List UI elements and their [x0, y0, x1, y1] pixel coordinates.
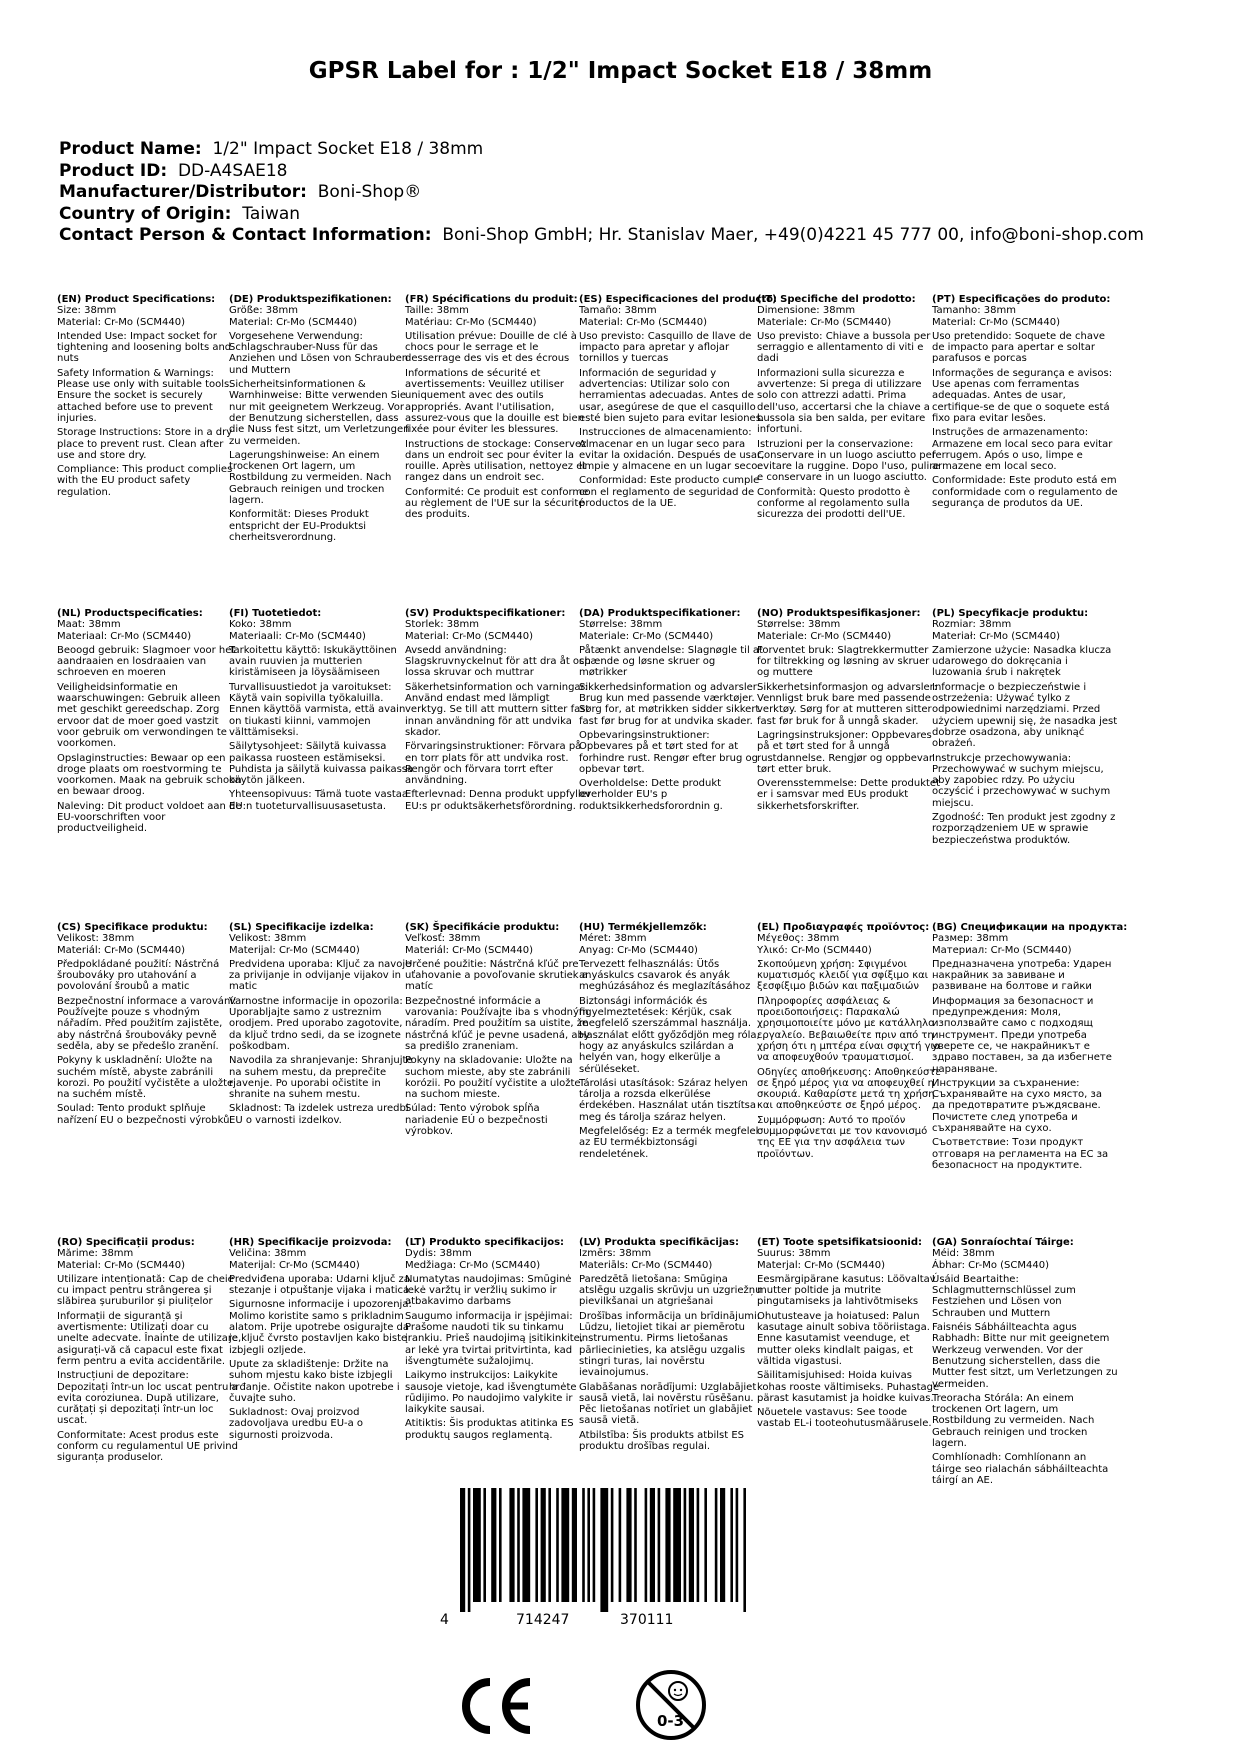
spec-heading: (HU) Termékjellemzők:: [579, 922, 707, 933]
page-title: GPSR Label for : 1/2" Impact Socket E18 / 38mm: [308, 58, 933, 84]
not-for-children-icon: [634, 1668, 708, 1742]
spec-line: Ohutusteave ja hoiatused: Palun kasutage ainult sobiva tööriistaga. Enne kasutamist veenduge, et mutter oleks kindlalt paigas, et vältida vigastusi.: [757, 1310, 930, 1367]
spec-line: Material: Cr-Mo (SCM440): [579, 316, 708, 328]
spec-line: Conformità: Questo prodotto è conforme al regolamento sulla sicurezza dei prodotti dell'UE.: [757, 486, 911, 521]
barcode: [440, 1480, 770, 1640]
spec-grid: [57, 294, 1239, 1514]
spec-heading: (EL) Προδιαγραφές προϊόντος:: [757, 922, 930, 933]
spec-block: [229, 1237, 415, 1441]
spec-line: Yhteensopivuus: Tämä tuote vastaa EU:n tuoteturvallisuusasetusta.: [229, 789, 408, 812]
spec-line: Lagerungshinweise: An einem trockenen Ort lagern, um Rostbildung zu vermeiden. Nach Gebrauch reinigen und trocken lagern.: [229, 449, 392, 507]
barcode-bar: [587, 1488, 590, 1602]
spec-line: Material: Cr-Mo (SCM440): [57, 1259, 186, 1271]
spec-block: [57, 608, 243, 835]
spec-line: Overholdelse: Dette produkt overholder EU's p roduktsikkerhedsforordnin g.: [579, 778, 723, 812]
spec-line: Förvaringsinstruktioner: Förvara på en torr plats för att undvika rost. Rengör och förvara torrt efter användning.: [405, 741, 582, 787]
barcode-bar: [697, 1488, 700, 1602]
spec-line: Velikost: 38mm: [57, 933, 135, 945]
spec-line: Soulad: Tento produkt splňuje nařízení EU o bezpečnosti výrobků.: [57, 1103, 233, 1126]
spec-line: Materiale: Cr-Mo (SCM440): [757, 316, 892, 328]
spec-line: Faisnéis Sábháilteachta agus Rabhadh: Bitte nur mit geeignetem Werkzeug verwenden. Vor der Benutzung sicherstellen, dass die Mutter fest sitzt, um Verletzungen zu vermeiden.: [932, 1322, 1118, 1390]
spec-line: Uso pretendido: Soquete de chave de impacto para apertar e soltar parafusos e porcas: [932, 330, 1106, 365]
spec-line: Zgodność: Ten produkt jest zgodny z rozporządzeniem UE w sprawie bezpieczeństwa produktów.: [932, 812, 1116, 846]
spec-heading: (ET) Toote spetsifikatsioonid:: [757, 1237, 923, 1248]
barcode-bar: [704, 1488, 707, 1602]
info-value: DD-A4SAE18: [177, 160, 288, 181]
spec-heading: (BG) Спецификации на продукта:: [932, 922, 1128, 933]
spec-line: Naleving: Dit product voldoet aan de EU-voorschriften voor productveiligheid.: [57, 800, 242, 835]
info-value: Boni-Shop®: [317, 182, 422, 203]
product-info: [59, 139, 1144, 247]
info-value: Boni-Shop GmbH; Hr. Stanislav Maer, +49(0)4221 45 777 00, info@boni-shop.com: [442, 225, 1144, 246]
spec-line: Size: 38mm: [57, 305, 117, 317]
barcode-bar: [582, 1488, 585, 1602]
spec-line: Pokyny na skladovanie: Uložte na suchom mieste, aby ste zabránili korózii. Po použití vyčistite a uložte na suchom mieste.: [405, 1055, 581, 1101]
spec-line: Conformité: Ce produit est conforme au règlement de l'UE sur la sécurité des produits.: [405, 486, 589, 521]
spec-line: Eesmärgipärane kasutus: Löövaltav mutter poltide ja mutrite pingutamiseks ja lahtivõtmiseks: [757, 1273, 936, 1308]
barcode-bar: [483, 1488, 486, 1602]
spec-heading: (NL) Productspecificaties:: [57, 608, 203, 619]
spec-line: Tamaño: 38mm: [579, 305, 657, 317]
spec-line: Größe: 38mm: [229, 305, 298, 317]
barcode-bar: [626, 1488, 631, 1602]
spec-line: Glabāšanas norādījumi: Uzglabājiet sausā vietā, lai novērstu rūsēšanu. Pēc lietošanas notīriet un glabājiet sausā vietā.: [579, 1381, 757, 1427]
spec-line: Súlad: Tento výrobok spĺňa nariadenie EÚ o bezpečnosti výrobkov.: [405, 1103, 548, 1138]
spec-line: Sikkerhedsinformation og advarsler: Brug kun med passende værktøjer. Sørg for, at møtrikken sidder sikkert fast før brug for at undvika skader.: [579, 681, 761, 727]
barcode-bar: [743, 1488, 746, 1612]
barcode-bar: [517, 1488, 520, 1602]
info-row-product-id: [59, 161, 1144, 183]
barcode-bar: [541, 1488, 546, 1602]
spec-line: Informații de siguranță și avertismente: Utilizați doar cu unelte adecvate. Înainte de utilizare, asigurați-vă că capacul este fixat ferm pentru a evita accidentările.: [57, 1310, 242, 1367]
spec-line: Utilisation prévue: Douille de clé à chocs pour le serrage et le desserrage des vis et des écrous: [405, 330, 577, 365]
spec-block: [229, 608, 415, 812]
spec-line: Uso previsto: Chiave a bussola per serraggio e allentamento di viti e dadi: [757, 330, 931, 365]
barcode-digits-right: 370111: [620, 1612, 674, 1628]
barcode-digit-first: 4: [440, 1612, 449, 1628]
spec-block: [579, 294, 778, 510]
barcode-bar: [611, 1488, 614, 1602]
spec-line: Συμμόρφωση: Αυτό το προϊόν συμμορφώνεται με τον κανονισμό της ΕΕ για την ασφάλεια των προϊόντων.: [757, 1114, 928, 1160]
spec-block: [932, 294, 1118, 509]
barcode-bar: [658, 1488, 661, 1602]
info-label: Product ID:: [59, 160, 168, 181]
barcode-bars: [440, 1480, 770, 1612]
spec-block: [579, 1237, 765, 1452]
spec-line: Varnostne informacije in opozorila: Uporabljajte samo z ustreznim orodjem. Pred uporabo zagotovite, da ključ trdno sedi, da se izognete poškodbam.: [229, 995, 403, 1052]
spec-line: Ábhar: Cr-Mo (SCM440): [932, 1259, 1049, 1271]
spec-line: Información de seguridad y advertencias: Utilizar solo con herramientas adecuadas. Antes de usar, asegúrese de que el casquillo esté bien sujeto para evitar lesiones.: [579, 367, 765, 424]
spec-line: Размер: 38mm: [932, 933, 1009, 945]
spec-line: Megfelelőség: Ez a termék megfelel az EU termékbiztonsági rendeletének.: [579, 1126, 759, 1160]
spec-line: Материал: Cr-Mo (SCM440): [932, 944, 1072, 956]
spec-line: Koko: 38mm: [229, 619, 292, 631]
barcode-digits-left: 714247: [516, 1612, 570, 1628]
barcode-bar: [473, 1488, 481, 1602]
spec-line: Tárolási utasítások: Száraz helyen tárolja a rozsda elkerülése érdekében. Használat után tisztítsa meg és tárolja száraz helyen.: [579, 1077, 756, 1123]
spec-line: Veiligheidsinformatie en waarschuwingen: Gebruik alleen met geschikt gereedschap. Zorg ervoor dat de moer goed vastzit voor gebruik om verwondingen te voorkomen.: [57, 681, 227, 750]
ce-mark-icon: [458, 1676, 534, 1736]
spec-line: Material: Cr-Mo (SCM440): [229, 316, 358, 328]
spec-heading: (DE) Produktspezifikationen:: [229, 294, 392, 305]
spec-line: Anyag: Cr-Mo (SCM440): [579, 944, 698, 956]
spec-line: Materiaal: Cr-Mo (SCM440): [57, 630, 192, 642]
spec-line: Materiaali: Cr-Mo (SCM440): [229, 630, 366, 642]
spec-line: Turvallisuustiedot ja varoitukset: Käytä vain sopivilla työkaluilla. Ennen käyttöä varmista, että avain on tiukasti kiinni, vammojen välttämiseksi.: [229, 681, 406, 738]
spec-line: Matériau: Cr-Mo (SCM440): [405, 316, 537, 328]
spec-line: Materijal: Cr-Mo (SCM440): [229, 1259, 360, 1271]
spec-line: Informazioni sulla sicurezza e avvertenze: Si prega di utilizzare solo con attrezzi adatti. Prima dell'uso, accertarsi che la chiave a bussola sia ben salda, per evitare infortuni.: [757, 367, 930, 436]
spec-heading: (SV) Produktspecifikationer:: [405, 608, 566, 619]
spec-line: Säkerhetsinformation och varningar: Använd endast med lämpligt verktyg. Se till att muttern sitter fast innan användning för att undvika skador.: [405, 681, 590, 738]
spec-line: Sicherheitsinformationen & Warnhinweise: Bitte verwenden Sie nur mit geeignetem Werkzeug. Vor der Benutzung sicherstellen, dass die Nuss fest sitzt, um Verletzungen zu vermeiden.: [229, 379, 410, 447]
spec-line: Upute za skladištenje: Držite na suhom mjestu kako biste izbjegli hrđanje. Očistite nakon upotrebe i čuvajte suho.: [229, 1358, 400, 1404]
spec-line: Méid: 38mm: [932, 1248, 995, 1260]
spec-block: [405, 294, 591, 521]
spec-block: [405, 608, 591, 812]
barcode-bar: [673, 1488, 681, 1602]
barcode-bar: [468, 1488, 471, 1612]
spec-line: Istruzioni per la conservazione: Conservare in un luogo asciutto per evitare la ruggine. Dopo l'uso, pulire e conservare in un luogo asciutto.: [757, 438, 940, 484]
info-label: Contact Person & Contact Information:: [59, 225, 432, 246]
spec-line: Instrukcje przechowywania: Przechowywać w suchym miejscu, aby zapobiec rdzy. Po użyciu oczyścić i przechowywać w suchym miejscu.: [932, 752, 1111, 809]
spec-line: Pokyny k uskladnění: Uložte na suchém místě, abyste zabránili korozi. Po použití vyčistěte a uložte na suchém místě.: [57, 1055, 234, 1101]
spec-line: Съответствие: Този продукт отговаря на регламента на ЕС за безопасност на продуктите.: [932, 1137, 1109, 1171]
spec-heading: (FI) Tuotetiedot:: [229, 608, 322, 619]
spec-line: Conformidade: Este produto está em conformidade com o regulamento de segurança de produtos da UE.: [932, 475, 1118, 510]
spec-block: [57, 922, 243, 1126]
spec-line: Material: Cr-Mo (SCM440): [932, 316, 1061, 328]
info-row-contact: [59, 225, 1144, 247]
spec-line: Veličina: 38mm: [229, 1248, 307, 1260]
spec-heading: (GA) Sonraíochtaí Táirge:: [932, 1237, 1074, 1248]
spec-heading: (PT) Especificações do produto:: [932, 294, 1111, 305]
spec-line: Lagringsinstruksjoner: Oppbevares på et tørt sted for å unngå rustdannelse. Rengjør og oppbevar tørt etter bruk.: [757, 729, 934, 775]
spec-line: Saugumo informacija ir įspėjimai: Prašome naudoti tik su tinkamu įrankiu. Prieš naudojimą įsitikinkite, ar lekė yra tvirtai pritvirtinta, kad išvengtumėte sužalojimų.: [405, 1310, 583, 1367]
barcode-bar: [600, 1488, 608, 1612]
spec-line: Biztonsági információk és figyelmeztetések: Kérjük, csak megfelelő szerszámmal használja. Használat előtt győződjön meg róla, hogy az anyáskulcs szilárdan a helyén van, hogy elkerülje a sérüléseket.: [579, 995, 760, 1075]
spec-block: [932, 1237, 1118, 1486]
spec-line: Sukladnost: Ovaj proizvod zadovoljava uredbu EU-a o sigurnosti proizvoda.: [229, 1407, 364, 1441]
spec-line: Σκοπούμενη χρήση: Σφιγμένοι κυματισμός κλειδί για σφίξιμο και ξεσφίξιμο βιδών και παξιμαδιών: [757, 958, 929, 993]
spec-line: Storlek: 38mm: [405, 619, 479, 631]
spec-line: Οδηγίες αποθήκευσης: Αποθηκεύστε σε ξηρό μέρος για να αποφευχθεί η σκουριά. Καθαρίστε μετά τη χρήση και αποθηκεύστε σε ξηρό μέρος.: [757, 1066, 941, 1112]
spec-line: Säilytysohjeet: Säilytä kuivassa paikassa ruosteen estämiseksi. Puhdista ja säilytä kuivassa paikassa käytön jälkeen.: [229, 741, 414, 787]
spec-line: Vorgesehene Verwendung: Schlagschrauber-Nuss für das Anziehen und Lösen von Schrauben und Muttern: [229, 330, 409, 376]
barcode-bar: [460, 1488, 465, 1612]
spec-line: Предназначена употреба: Ударен накрайник за завиване и развиване на болтове и гайки: [932, 958, 1112, 993]
spec-line: Izmērs: 38mm: [579, 1248, 652, 1260]
spec-line: Sigurnosne informacije i upozorenja: Molimo koristite samo s prikladnim alatom. Prije upotrebe osigurajte da je ključ čvrsto postavljen kako biste izbjegli ozljede.: [229, 1299, 412, 1356]
spec-line: Veľkosť: 38mm: [405, 933, 481, 945]
spec-line: Materiale: Cr-Mo (SCM440): [757, 630, 892, 642]
spec-line: Drošības informācija un brīdinājumi: Lūdzu, lietojiet tikai ar piemērotu instrumentu. Pirms lietošanas pārliecinieties, ka atslēgu uzgalis stingri turas, lai novērstu ievainojumus.: [579, 1310, 761, 1379]
spec-line: Paredzētā lietošana: Smūgiņa atslēgu uzgalis skrūvju un uzgriežņu pievilkšanai un atgriešanai: [579, 1273, 762, 1308]
spec-heading: (LV) Produkta specifikācijas:: [579, 1237, 739, 1248]
spec-block: [229, 294, 415, 543]
spec-line: Opbevaringsinstruktioner: Opbevares på et tørt sted for at forhindre rust. Rengør efter brug og opbevar tørt.: [579, 729, 758, 775]
spec-heading: (EN) Product Specifications:: [57, 294, 216, 305]
spec-line: Safety Information & Warnings: Please use only with suitable tools. Ensure the socket is securely attached before use to prevent injuries.: [57, 367, 233, 424]
spec-line: Avsedd användning: Slagskruvnyckelnut för att dra åt och lossa skruvar och muttrar: [405, 644, 591, 679]
spec-heading: (CS) Specifikace produktu:: [57, 922, 208, 933]
spec-line: Størrelse: 38mm: [579, 619, 663, 631]
spec-line: Tarkoitettu käyttö: Iskukäyttöinen avain ruuvien ja mutterien kiristämiseen ja löysäämiseen: [229, 644, 397, 679]
barcode-bar: [509, 1488, 514, 1602]
spec-heading: (SK) Špecifikácie produktu:: [405, 922, 560, 933]
spec-heading: (ES) Especificaciones del producto:: [579, 294, 778, 305]
spec-line: Velikost: 38mm: [229, 933, 307, 945]
spec-line: Předpokládané použití: Nástrčná šroubováky pro utahování a povolování šroubů a matic: [57, 958, 220, 993]
spec-block: [757, 1237, 943, 1430]
spec-heading: (HR) Specifikacije proizvoda:: [229, 1237, 392, 1248]
spec-block: [57, 294, 243, 498]
spec-line: Material: Cr-Mo (SCM440): [405, 630, 534, 642]
spec-line: Efterlevnad: Denna produkt uppfyller EU:s pr oduktsäkerhetsförordning.: [405, 789, 591, 812]
spec-line: Informations de sécurité et avertissements: Veuillez utiliser uniquement avec des outils appropriés. Avant l'utilisation, assurez-vous que la douille est bien fixée pour éviter les blessures.: [405, 367, 584, 436]
barcode-bar: [634, 1488, 637, 1602]
spec-line: Materiał: Cr-Mo (SCM440): [932, 630, 1061, 642]
barcode-bar: [535, 1488, 538, 1602]
spec-line: Treoracha Stórála: An einem trockenen Ort lagern, um Rostbildung zu vermeiden. Nach Gebrauch reinigen und trocken lagern.: [932, 1392, 1095, 1450]
spec-heading: (NO) Produktspesifikasjoner:: [757, 608, 921, 619]
spec-line: Materiál: Cr-Mo (SCM440): [57, 944, 186, 956]
barcode-bar: [650, 1488, 655, 1602]
barcode-bar: [736, 1488, 739, 1602]
spec-line: Informações de segurança e avisos: Use apenas com ferramentas adequadas. Antes de usar, certifique-se de que o soquete está fixo para evitar lesões.: [932, 367, 1113, 424]
barcode-bar: [572, 1488, 577, 1602]
barcode-bar: [689, 1488, 694, 1602]
spec-line: Πληροφορίες ασφάλειας & προειδοποιήσεις: Παρακαλώ χρησιμοποιείτε μόνο με κατάλληλο εργαλείο. Βεβαιωθείτε πριν από τη χρήση ότι η μπτέρα είναι σφιχτή για να αποφευχθούν τραυματισμοί.: [757, 995, 941, 1064]
info-value: Taiwan: [242, 203, 301, 224]
spec-line: Uso previsto: Casquillo de llave de impacto para apretar y aflojar tornillos y tuercas: [579, 330, 752, 365]
spec-line: Størrelse: 38mm: [757, 619, 841, 631]
spec-heading: (SL) Specifikacije izdelka:: [229, 922, 374, 933]
barcode-bar: [619, 1488, 622, 1602]
spec-block: [932, 922, 1128, 1171]
spec-line: Υλικό: Cr-Mo (SCM440): [757, 944, 872, 956]
spec-block: [757, 922, 943, 1160]
spec-line: Materjal: Cr-Mo (SCM440): [757, 1259, 886, 1271]
spec-line: Tervezett felhasználás: Ütős anyáskulcs csavarok és anyák meghúzásához és meglazításához: [579, 958, 751, 993]
barcode-bar: [665, 1488, 670, 1602]
spec-line: Materiale: Cr-Mo (SCM440): [579, 630, 714, 642]
spec-line: Compliance: This product complies with the EU product safety regulation.: [57, 464, 233, 498]
spec-line: Tamanho: 38mm: [932, 305, 1016, 317]
spec-line: Informacje o bezpieczeństwie i ostrzeżenia: Używać tylko z odpowiednimi narzędziami. Przed użyciem upewnij się, że nasadka jest dobrze osadzona, aby uniknąć obrażeń.: [932, 681, 1118, 750]
spec-block: [57, 1237, 243, 1464]
spec-line: Materiāls: Cr-Mo (SCM440): [579, 1259, 713, 1271]
spec-line: Numatytas naudojimas: Smūginė lekė varžtų ir veržlių sukimo ir atbakavimo darbams: [405, 1273, 572, 1308]
spec-block: [229, 922, 415, 1126]
barcode-bar: [684, 1488, 687, 1602]
spec-block: [579, 608, 765, 812]
spec-line: Dydis: 38mm: [405, 1248, 472, 1260]
spec-line: Conformitate: Acest produs este conform cu regulamentul UE privind siguranța produselor.: [57, 1429, 238, 1464]
spec-line: Comhlíonadh: Comhlíonann an táirge seo rialachán sábháilteachta táirgí an AE.: [932, 1452, 1109, 1486]
spec-line: Instructions de stockage: Conservez dans un endroit sec pour éviter la rouille. Après utilisation, nettoyez et rangez dans un endroit sec.: [405, 438, 587, 484]
age-range-label: 0-3: [657, 1712, 685, 1730]
barcode-bar: [556, 1488, 559, 1602]
barcode-bar: [499, 1488, 502, 1602]
spec-line: Intended Use: Impact socket for tightening and loosening bolts and nuts: [57, 330, 232, 365]
spec-line: Bezpečnostní informace a varování: Používejte pouze s vhodným nářadím. Před použitím zajistěte, aby nástrčná šroubováky pevně seděla, aby se předešlo zranění.: [57, 995, 237, 1052]
spec-line: Rozmiar: 38mm: [932, 619, 1012, 631]
spec-heading: (LT) Produkto specifikacijos:: [405, 1237, 565, 1248]
barcode-bar: [491, 1488, 496, 1602]
spec-line: Úsáid Beartaithe: Schlagmutternschlüssel zum Festziehen und Lösen von Schrauben und Muttern: [932, 1273, 1076, 1319]
spec-line: Overensstemmelse: Dette produktet er i samsvar med EUs produkt sikkerhetsforskrifter.: [757, 778, 940, 812]
spec-line: Mărime: 38mm: [57, 1248, 134, 1260]
spec-heading: (FR) Spécifications du produit:: [405, 294, 578, 305]
info-label: Country of Origin:: [59, 203, 232, 224]
spec-line: Storage Instructions: Store in a dry place to prevent rust. Clean after use and store dry.: [57, 427, 233, 461]
spec-block: [757, 294, 943, 521]
spec-line: Instruções de armazenamento: Armazene em local seco para evitar ferrugem. Após o uso, limpe e armazene em local seco.: [932, 427, 1113, 473]
spec-line: Instrucțiuni de depozitare: Depozitați într-un loc uscat pentru a evita coroziunea. După utilizare, curățați și depozitați într-un loc uscat.: [57, 1370, 238, 1427]
spec-line: Atitiktis: Šis produktas atitinka ES produktų saugos reglamentą.: [405, 1418, 574, 1441]
info-value: 1/2" Impact Socket E18 / 38mm: [212, 139, 484, 159]
spec-heading: (RO) Specificații produs:: [57, 1237, 195, 1248]
spec-line: Nõuetele vastavus: See toode vastab EL-i tooteohutusmäärusele.: [757, 1407, 932, 1430]
barcode-bar: [593, 1488, 596, 1602]
barcode-bar: [561, 1488, 569, 1602]
spec-line: Skladnost: Ta izdelek ustreza uredbi EU o varnosti izdelkov.: [229, 1103, 409, 1126]
spec-line: Predvidena uporaba: Ključ za navoje za privijanje in odvijanje vijakov in matic: [229, 958, 412, 993]
info-row-manufacturer: [59, 182, 1144, 204]
spec-line: Určené použitie: Nástrčná kľúč pre uťahovanie a povoľovanie skrutiek a matíc: [405, 958, 588, 993]
spec-line: Инструкции за съхранение: Съхранявайте на сухо място, за да предотвратите ръждясване. Почистете след употреба и съхранявайте на сухо.: [932, 1077, 1102, 1135]
barcode-bar: [548, 1488, 551, 1602]
spec-line: Materijal: Cr-Mo (SCM440): [229, 944, 360, 956]
spec-line: Taille: 38mm: [405, 305, 469, 317]
barcode-bar: [720, 1488, 725, 1602]
spec-line: Utilizare intenționată: Cap de cheie cu impact pentru strângerea și slăbirea șuruburilor și piulițelor: [57, 1273, 234, 1308]
spec-block: [405, 922, 591, 1137]
spec-block: [932, 608, 1118, 846]
spec-line: Navodila za shranjevanje: Shranjujte na suhem mestu, da preprečite rjavenje. Po uporabi očistite in shranite na suhem mestu.: [229, 1055, 413, 1101]
spec-line: Bezpečnostné informácie a varovania: Používajte iba s vhodným náradím. Pred použitím sa uistite, že nástrčná kľúč je pevne usadená, aby sa predišlo zraneniam.: [405, 995, 590, 1052]
spec-line: Konformität: Dieses Produkt entspricht der EU-Produktsi cherheitsverordnung.: [229, 509, 369, 543]
spec-line: Påtænkt anvendelse: Slagnøgle til at spænde og løsne skruer og møtrikker: [579, 644, 763, 679]
barcode-bar: [715, 1488, 718, 1602]
info-label: Product Name:: [59, 139, 202, 159]
spec-line: Zamierzone użycie: Nasadka klucza udarowego do dokręcania i luzowania śrub i nakrętek: [932, 644, 1112, 679]
spec-line: Forventet bruk: Slagtrekkermutter for tiltrekking og løsning av skruer og muttere: [757, 644, 930, 679]
spec-line: Materiál: Cr-Mo (SCM440): [405, 944, 534, 956]
spec-line: Instrucciones de almacenamiento: Almacenar en un lugar seco para evitar la oxidación. Después de usar, limpie y almacene en un lugar seco.: [579, 427, 765, 473]
spec-block: [579, 922, 765, 1160]
spec-line: Dimensione: 38mm: [757, 305, 856, 317]
spec-line: Méret: 38mm: [579, 933, 647, 945]
spec-line: Opslaginstructies: Bewaar op een droge plaats om roestvorming te voorkomen. Maak na gebruik schoon en bewaar droog.: [57, 752, 242, 798]
spec-line: Säilitamisjuhised: Hoida kuivas kohas rooste vältimiseks. Puhastage pärast kasutamist ja hoidke kuivas.: [757, 1370, 940, 1404]
spec-line: Suurus: 38mm: [757, 1248, 831, 1260]
spec-heading: (IT) Specifiche del prodotto:: [757, 294, 916, 305]
spec-heading: (PL) Specyfikacje produktu:: [932, 608, 1089, 619]
spec-block: [757, 608, 943, 812]
spec-line: Conformidad: Este producto cumple con el reglamento de seguridad de productos de la UE.: [579, 475, 760, 510]
barcode-bar: [730, 1488, 733, 1602]
spec-line: Μέγεθος: 38mm: [757, 933, 840, 945]
barcode-bar: [645, 1488, 648, 1602]
spec-line: Maat: 38mm: [57, 619, 121, 631]
info-label: Manufacturer/Distributor:: [59, 182, 307, 203]
spec-heading: (DA) Produktspecifikationer:: [579, 608, 741, 619]
barcode-bar: [522, 1488, 530, 1602]
spec-line: Material: Cr-Mo (SCM440): [57, 316, 186, 328]
spec-block: [405, 1237, 591, 1441]
spec-line: Информация за безопасност и предупреждения: Моля, използвайте само с подходящ инструмент. Преди употреба уверете се, че накрайникът е здраво поставен, за да избегнете нараняване.: [932, 995, 1112, 1075]
spec-line: Sikkerhetsinformasjon og advarsler: Vennligst bruk bare med passende verktøy. Sørg for at mutteren sitter fast før bruk for å unngå skader.: [757, 681, 937, 727]
info-row-country: [59, 204, 1144, 226]
spec-line: Medžiaga: Cr-Mo (SCM440): [405, 1259, 541, 1271]
spec-line: Laikymo instrukcijos: Laikykite sausoje vietoje, kad išvengtumėte rūdijimo. Po naudojimo valykite ir laikykite sausai.: [405, 1370, 577, 1416]
spec-line: Predviđena uporaba: Udarni ključ za stezanje i otpuštanje vijaka i matica: [229, 1273, 410, 1297]
spec-line: Atbilstība: Šis produkts atbilst ES produktu drošības regulai.: [579, 1429, 745, 1453]
spec-line: Beoogd gebruik: Slagmoer voor het aandraaien en losdraaien van schroeven en moeren: [57, 644, 236, 679]
info-row-product-name: [59, 139, 1144, 161]
